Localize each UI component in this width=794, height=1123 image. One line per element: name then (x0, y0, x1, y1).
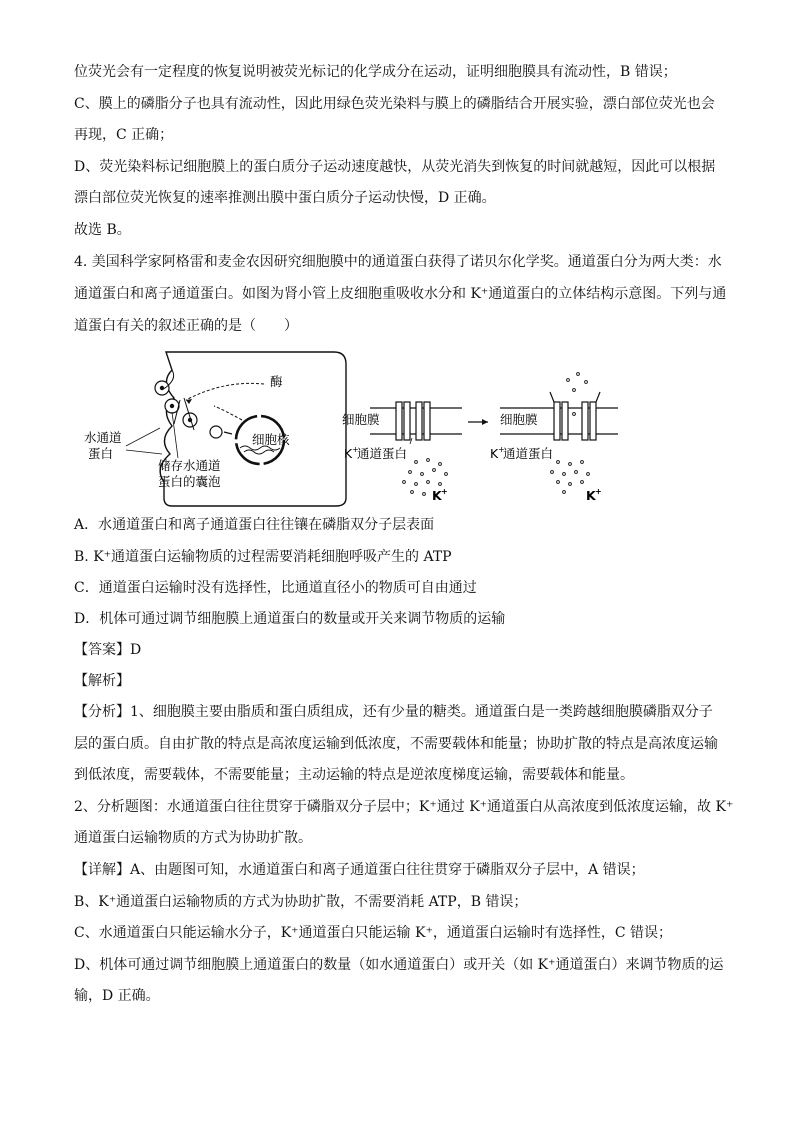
channel-wall-left-2 (404, 402, 410, 440)
prev-explanation-line-1: 位荧光会有一定程度的恢复说明被荧光标记的化学成分在运动，证明细胞膜具有流动性，B 错误； (74, 64, 677, 80)
k-channel-label-k: K (344, 446, 353, 461)
open-k-ion-label-plus: + (595, 487, 602, 496)
prev-explanation-line-4: D、荧光染料标记细胞膜上的蛋白质分子运动速度越快，从荧光消失到恢复的时间就越短，因此可以根据 (74, 159, 716, 175)
nucleus-label: 细胞核 (252, 432, 290, 447)
channel-wall-left-1 (396, 402, 402, 440)
open-k-channel-label-plus: + (498, 445, 505, 454)
vesicle-link (224, 432, 232, 434)
option-c: C．通道蛋白运输时没有选择性，比通道直径小的物质可自由通过 (74, 580, 477, 596)
question-line-3: 道蛋白有关的叙述正确的是（ ） (74, 318, 298, 334)
k-ion-label: K (432, 488, 442, 503)
analysis-tag: 【解析】 (74, 673, 130, 689)
prev-explanation-line-6: 故选 B。 (74, 222, 131, 238)
analysis-line-1: 【分析】1、细胞膜主要由脂质和蛋白质组成，还有少量的糖类。通道蛋白是一类跨越细胞膜磷脂双分子 (74, 704, 713, 720)
details-line-3: C、水通道蛋白只能运输水分子，K⁺通道蛋白只能运输 K⁺，通道蛋白运输时有选择性，C 错误； (74, 925, 673, 941)
vesicle-label-1: 储存水通道 (158, 458, 221, 473)
open-k-ion-label: K (586, 488, 596, 503)
details-line-1: 【详解】A、由题图可知，水通道蛋白和离子通道蛋白往往贯穿于磷脂双分子层中，A 错误； (74, 862, 645, 878)
dna-strand-2 (244, 450, 274, 454)
nucleus-to-vesicle-path (214, 406, 242, 420)
membrane-label: 细胞膜 (342, 412, 380, 427)
analysis-line-3: 到低浓度，需要载体，不需要能量；主动运输的特点是逆浓度梯度运输，需要载体和能量。 (74, 767, 634, 783)
enzyme-label: 酶 (270, 374, 283, 389)
open-channel-wall-right-2 (590, 402, 596, 440)
option-d: D．机体可通过调节细胞膜上通道蛋白的数量或开关来调节物质的运输 (74, 611, 506, 627)
details-line-5: 输，D 正确。 (74, 988, 160, 1004)
enzyme-signal-path (186, 383, 264, 400)
cell-panel (84, 352, 346, 506)
channel-wall-right-1 (416, 402, 422, 440)
k-channel-open-panel (490, 373, 618, 503)
question-line-1: 4. 美国科学家阿格雷和麦金农因研究细胞膜中的通道蛋白获得了诺贝尔化学奖。通道蛋白分为两大类：水 (74, 254, 722, 270)
channel-wall-right-2 (424, 402, 430, 440)
details-line-2: B、K⁺通道蛋白运输物质的方式为协助扩散，不需要消耗 ATP，B 错误； (74, 894, 528, 910)
water-channel-label-2: 蛋白 (88, 446, 114, 461)
k-ion-label-plus: + (441, 487, 448, 496)
details-line-4: D、机体可通过调节细胞膜上通道蛋白的数量（如水通道蛋白）或开关（如 K⁺通道蛋白）来调节物质的运 (74, 957, 724, 973)
water-channel-vesicle-1-core (170, 404, 174, 408)
vesicle-label-2: 蛋白的囊泡 (158, 474, 221, 489)
option-a: A．水通道蛋白和离子通道蛋白往往镶在磷脂双分子层表面 (74, 517, 435, 533)
k-channel-label-plus: + (352, 445, 359, 454)
analysis-line-5: 通道蛋白运输物质的方式为协助扩散。 (74, 830, 312, 846)
water-channel-leader-1 (126, 428, 160, 446)
open-gate-flaps (550, 392, 600, 402)
analysis-line-2: 层的蛋白质。自由扩散的特点是高浓度运输到低浓度，不需要载体和能量；协助扩散的特点是高浓度运输 (74, 736, 718, 752)
membrane-label-open: 细胞膜 (500, 412, 538, 427)
prev-explanation-line-3: 再现，C 正确； (74, 127, 174, 143)
k-channel-closed-panel (342, 402, 462, 503)
answer: 【答案】D (74, 642, 142, 658)
channel-protein-figure (74, 350, 634, 510)
k-ion-dots-inside (551, 461, 590, 494)
vesicle-3 (210, 426, 222, 438)
water-channel-label-1: 水通道 (84, 430, 122, 445)
k-channel-label-rest: 通道蛋白 (357, 446, 408, 461)
open-k-channel-label-rest: 通道蛋白 (503, 446, 554, 461)
prev-explanation-line-2: C、膜上的磷脂分子也具有流动性，因此用绿色荧光染料与膜上的磷脂结合开展实验，漂白部位荧光也会 (74, 96, 715, 112)
question-line-2: 通道蛋白和离子通道蛋白。如图为肾小管上皮细胞重吸收水分和 K⁺通道蛋白的立体结构示意图。下列与通 (74, 286, 727, 302)
enzyme-signal-arrowhead (186, 399, 192, 404)
open-k-channel-label-k: K (490, 446, 499, 461)
open-channel-wall-right-1 (582, 402, 588, 440)
analysis-line-4: 2、分析题图：水通道蛋白往往贯穿于磷脂双分子层中；K⁺通过 K⁺通道蛋白从高浓度到低浓度运输，故 K⁺ (74, 799, 734, 815)
open-channel-wall-left-1 (554, 402, 560, 440)
prev-explanation-line-5: 漂白部位荧光恢复的速率推测出膜中蛋白质分子运动快慢，D 正确。 (74, 190, 496, 206)
option-b: B. K⁺通道蛋白运输物质的过程需要消耗细胞呼吸产生的 ATP (74, 549, 452, 565)
water-channel-leader-2 (126, 450, 162, 454)
transition-arrowhead (482, 419, 488, 425)
open-channel-wall-left-2 (562, 402, 568, 440)
